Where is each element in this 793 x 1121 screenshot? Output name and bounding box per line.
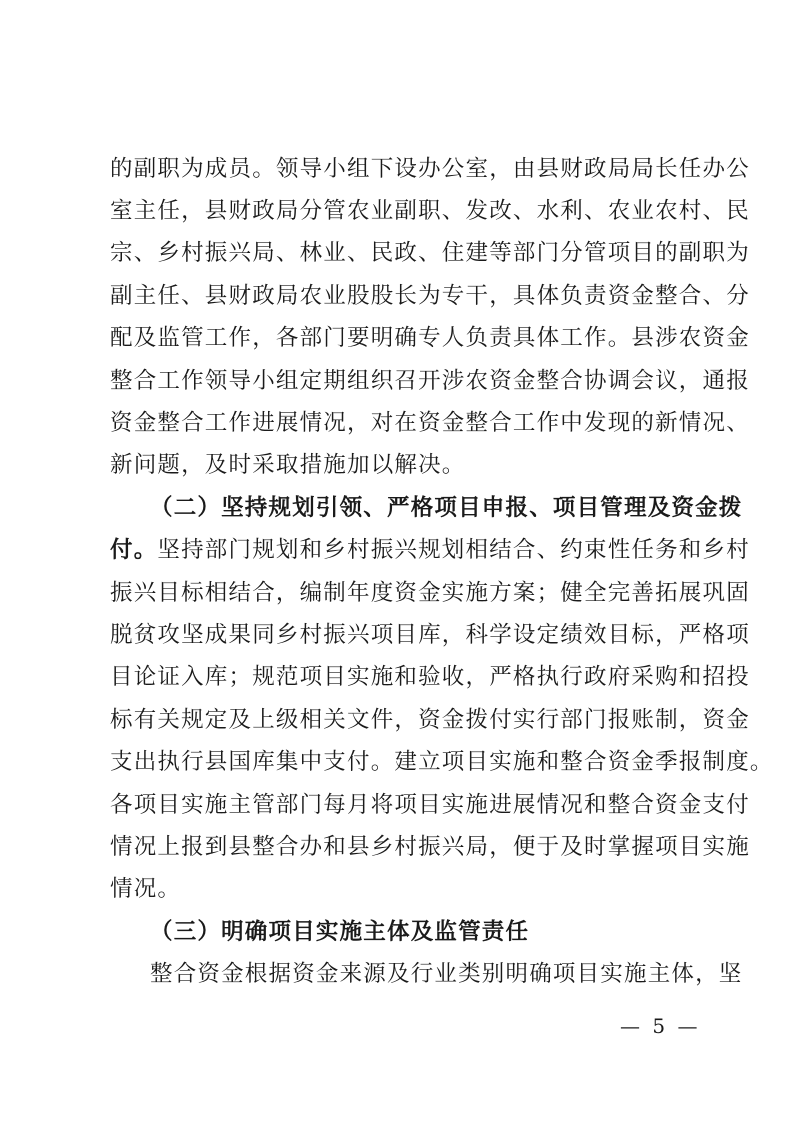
paragraph-line: 整合资金根据资金来源及行业类别明确项目实施主体，坚 (150, 961, 743, 987)
paragraph-line: 标有关规定及上级相关文件，资金拨付实行部门报账制，资金 (110, 707, 750, 733)
paragraph-line: 情况。 (110, 876, 182, 902)
paragraph-line: 的副职为成员。领导小组下设办公室，由县财政局局长任办公 (110, 156, 750, 182)
section-heading: （三）明确项目实施主体及监管责任 (150, 919, 530, 945)
paragraph-line: 配及监管工作，各部门要明确专人负责具体工作。县涉农资金 (110, 325, 750, 351)
section-heading-tail: 付。 (110, 537, 158, 563)
paragraph-line: 各项目实施主管部门每月将项目实施进展情况和整合资金支付 (110, 792, 750, 818)
paragraph-line: 振兴目标相结合，编制年度资金实施方案；健全完善拓展巩固 (110, 580, 750, 606)
paragraph-line: 目论证入库；规范项目实施和验收，严格执行政府采购和招投 (110, 664, 750, 690)
paragraph-line: 支出执行县国库集中支付。建立项目实施和整合资金季报制度。 (110, 749, 774, 775)
paragraph-line (110, 535, 750, 565)
paragraph-line: 宗、乡村振兴局、林业、民政、住建等部门分管项目的副职为 (110, 240, 750, 266)
paragraph-line: 整合工作领导小组定期组织召开涉农资金整合协调会议，通报 (110, 368, 750, 394)
paragraph-line: 资金整合工作进展情况，对在资金整合工作中发现的新情况、 (110, 410, 750, 436)
paragraph-line: 新问题，及时采取措施加以解决。 (110, 452, 466, 478)
paragraph-line: 室主任，县财政局分管农业副职、发改、水利、农业农村、民 (110, 198, 750, 224)
paragraph-line: 脱贫攻坚成果同乡村振兴项目库，科学设定绩效目标，严格项 (110, 622, 750, 648)
page-number: — 5 — (620, 1014, 701, 1038)
paragraph-line: 副主任、县财政局农业股股长为专干，具体负责资金整合、分 (110, 283, 750, 309)
paragraph-line: 情况上报到县整合办和县乡村振兴局，便于及时掌握项目实施 (110, 834, 750, 860)
section-heading: （二）坚持规划引领、严格项目申报、项目管理及资金拨 (150, 495, 743, 521)
paragraph-text: 坚持部门规划和乡村振兴规划相结合、约束性任务和乡村 (157, 537, 750, 563)
